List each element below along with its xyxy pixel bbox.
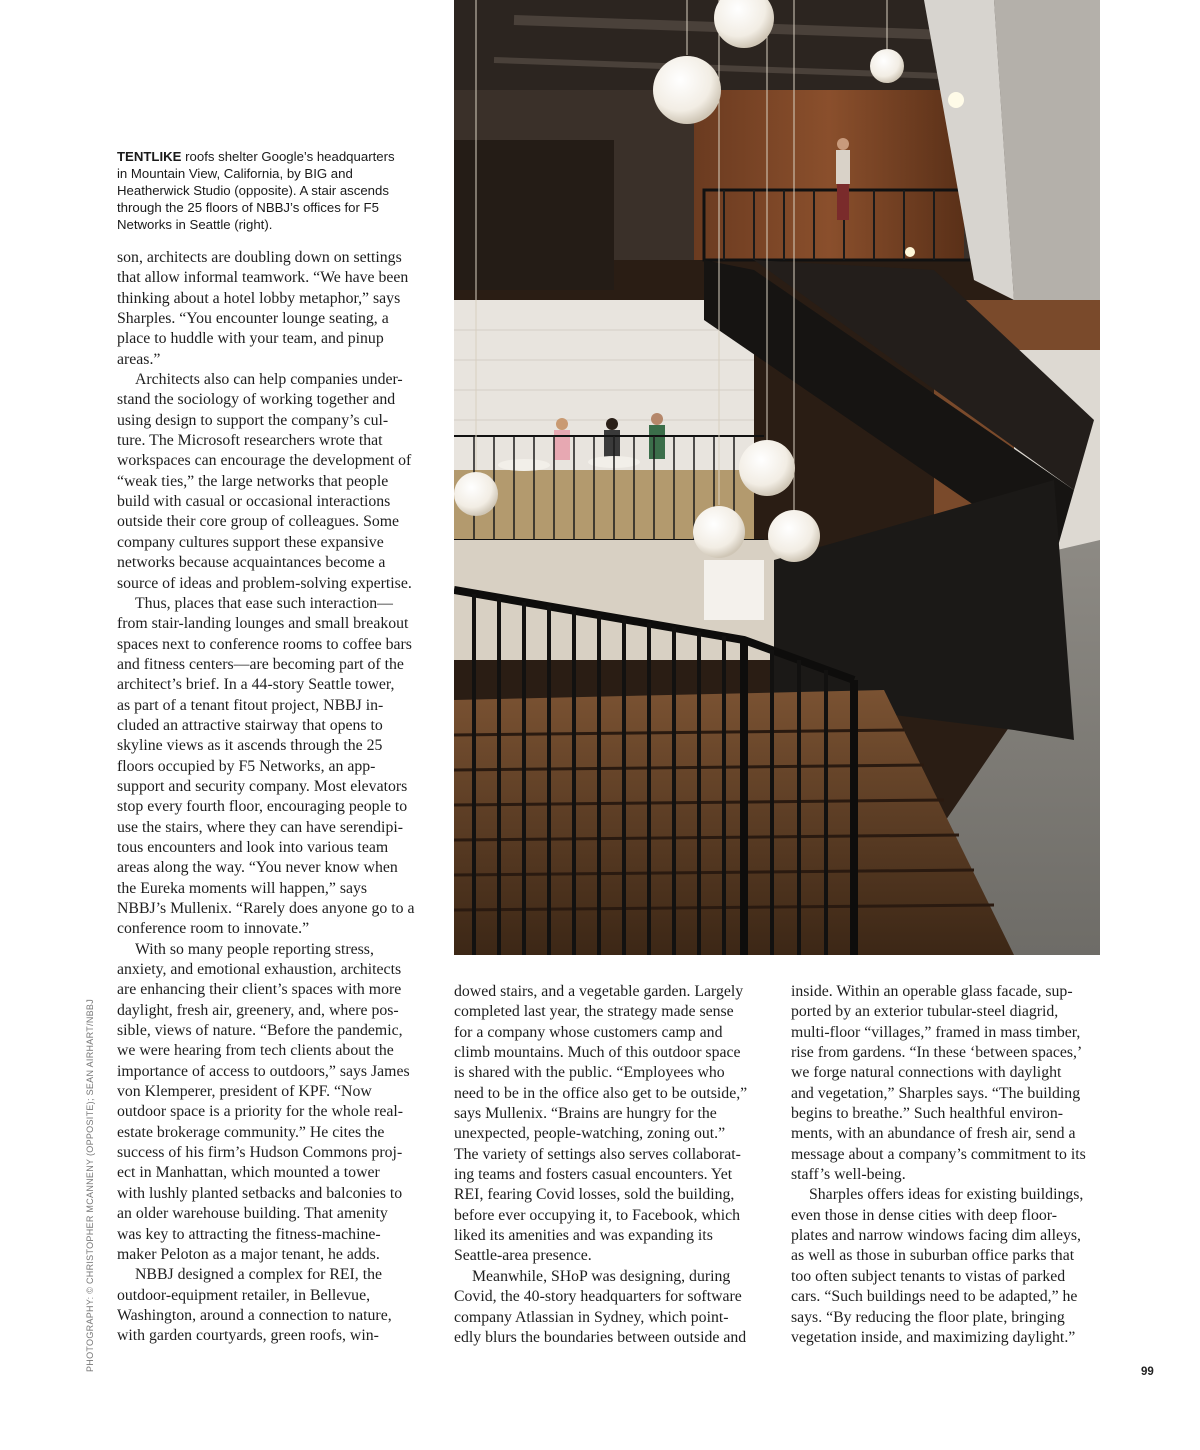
text-line: as part of a tenant fitout project, NBBJ in- — [117, 696, 384, 714]
text-line: company Atlassian in Sydney, which point- — [454, 1308, 729, 1326]
text-line: are enhancing their client’s spaces with more — [117, 981, 402, 999]
text-line: anxiety, and emotional exhaustion, architects — [117, 961, 402, 979]
photo-caption — [117, 148, 427, 233]
text-line: and fitness centers—are becoming part of the — [117, 655, 404, 673]
text-line: the Eureka moments will happen,” says — [117, 879, 368, 897]
text-line: was key to attracting the fitness-machine- — [117, 1225, 381, 1243]
text-line: using design to support the company’s cul- — [117, 411, 389, 429]
text-line: outdoor space is a priority for the whole real- — [117, 1103, 404, 1121]
text-line: REI, fearing Covid losses, sold the building, — [454, 1186, 735, 1204]
text-line: The variety of settings also serves collaborat- — [454, 1145, 741, 1163]
caption-line: roofs shelter Google’s headquarters — [181, 149, 395, 164]
text-line: ect in Manhattan, which mounted a tower — [117, 1164, 380, 1182]
text-line: success of his firm’s Hudson Commons proj- — [117, 1144, 403, 1162]
text-line: dowed stairs, and a vegetable garden. Largely — [454, 983, 744, 1000]
stairwell-photo — [454, 0, 1100, 955]
body-column-1 — [117, 248, 432, 1347]
text-line: we were hearing from tech clients about the — [117, 1042, 394, 1060]
text-line: that allow informal teamwork. “We have been — [117, 269, 409, 287]
text-line: maker Peloton as a major tenant, he adds. — [117, 1245, 380, 1263]
text-line: message about a company’s commitment to its — [791, 1145, 1086, 1163]
text-line: liked its amenities and was expanding its — [454, 1227, 713, 1245]
page-number: 99 — [1141, 1366, 1154, 1378]
text-line: company cultures support these expansive — [117, 533, 384, 551]
body-column-3 — [791, 982, 1106, 1348]
caption-line: Heatherwick Studio (opposite). A stair ascends — [117, 183, 389, 198]
text-line: With so many people reporting stress, — [135, 940, 374, 958]
text-line: source of ideas and problem-solving expertise. — [117, 574, 412, 592]
text-line: rise from gardens. “In these ‘between spaces,’ — [791, 1044, 1083, 1062]
text-line: support and security company. Most elevators — [117, 777, 408, 795]
text-line: daylight, fresh air, greenery, and, where pos- — [117, 1001, 399, 1019]
caption-line: in Mountain View, California, by BIG and — [117, 166, 353, 181]
text-line: Architects also can help companies under- — [135, 371, 403, 389]
text-line: cars. “Such buildings need to be adapted,” he — [791, 1288, 1078, 1306]
text-line: climb mountains. Much of this outdoor space — [454, 1044, 741, 1062]
text-line: architect’s brief. In a 44-story Seattle tower, — [117, 676, 395, 694]
text-line: stand the sociology of working together and — [117, 391, 396, 409]
text-line: cluded an attractive stairway that opens to — [117, 716, 383, 734]
caption-lead: TENTLIKE — [117, 149, 182, 164]
text-line: says. “By reducing the floor plate, bringing — [791, 1308, 1065, 1326]
text-line: plates and narrow windows facing dim alleys, — [791, 1227, 1081, 1245]
text-line: Covid, the 40-story headquarters for software — [454, 1288, 742, 1306]
text-line: son, architects are doubling down on settings — [117, 249, 402, 266]
text-line: areas.” — [117, 350, 161, 368]
text-line: Washington, around a connection to nature, — [117, 1306, 392, 1324]
text-line: begins to breathe.” Such healthful environ- — [791, 1105, 1063, 1123]
text-line: outside their core group of colleagues. Some — [117, 513, 400, 531]
text-line: says Mullenix. “Brains are hungry for the — [454, 1105, 717, 1123]
text-line: staff’s well-being. — [791, 1166, 906, 1184]
text-line: ported by an exterior tubular-steel diagrid, — [791, 1003, 1059, 1021]
text-line: inside. Within an operable glass facade, sup- — [791, 983, 1073, 1000]
text-line: and vegetation,” Sharples says. “The building — [791, 1084, 1081, 1102]
text-line: for a company whose customers camp and — [454, 1023, 723, 1041]
caption-line: Networks in Seattle (right). — [117, 217, 273, 232]
text-line: ments, with an abundance of fresh air, send a — [791, 1125, 1076, 1143]
text-line: tous encounters and look into various team — [117, 838, 389, 856]
text-line: with lushly planted setbacks and balconies to — [117, 1184, 403, 1202]
text-line: Sharples. “You encounter lounge seating, a — [117, 310, 389, 328]
text-line: estate brokerage community.” He cites the — [117, 1123, 385, 1141]
text-line: vegetation inside, and maximizing daylight.” — [791, 1328, 1076, 1346]
text-line: NBBJ designed a complex for REI, the — [135, 1266, 382, 1284]
text-line: with garden courtyards, green roofs, win- — [117, 1327, 379, 1345]
text-line: multi-floor “villages,” framed in mass timber, — [791, 1023, 1081, 1041]
text-line: importance of access to outdoors,” says James — [117, 1062, 410, 1080]
text-line: unexpected, people-watching, zoning out.” — [454, 1125, 726, 1143]
text-line: use the stairs, where they can have serendipi- — [117, 818, 403, 836]
text-line: we forge natural connections with daylight — [791, 1064, 1062, 1082]
text-line: stop every fourth floor, encouraging people to — [117, 798, 408, 816]
text-line: ture. The Microsoft researchers wrote that — [117, 432, 383, 450]
text-line: spaces next to conference rooms to coffee bars — [117, 635, 412, 653]
text-line: skyline views as it ascends through the 25 — [117, 737, 383, 755]
caption-line: through the 25 floors of NBBJ’s offices for F5 — [117, 200, 379, 215]
text-line: build with casual or occasional interactions — [117, 493, 391, 511]
text-line: Sharples offers ideas for existing buildings, — [809, 1186, 1084, 1204]
text-line: even those in dense cities with deep floor- — [791, 1206, 1057, 1224]
text-line: before ever occupying it, to Facebook, which — [454, 1206, 741, 1224]
text-line: NBBJ’s Mullenix. “Rarely does anyone go to a — [117, 900, 415, 917]
text-line: need to be in the office also get to be outside,” — [454, 1084, 748, 1102]
text-line: areas along the way. “You never know when — [117, 859, 398, 877]
text-line: thinking about a hotel lobby metaphor,” says — [117, 289, 401, 307]
text-line: Meanwhile, SHoP was designing, during — [472, 1267, 731, 1285]
text-line: floors occupied by F5 Networks, an app- — [117, 757, 376, 775]
text-line: place to huddle with your team, and pinup — [117, 330, 384, 348]
text-line: ing teams and fosters casual encounters. Yet — [454, 1166, 733, 1184]
text-line: networks because acquaintances become a — [117, 554, 386, 572]
text-line: workspaces can encourage the development of — [117, 452, 412, 470]
text-line: is shared with the public. “Employees who — [454, 1064, 725, 1082]
text-line: from stair-landing lounges and small breakout — [117, 615, 409, 633]
text-line: as well as those in suburban office parks that — [791, 1247, 1075, 1265]
text-line: edly blurs the boundaries between outside and — [454, 1328, 747, 1346]
text-line: an older warehouse building. That amenity — [117, 1205, 388, 1223]
text-line: outdoor-equipment retailer, in Bellevue, — [117, 1286, 371, 1304]
text-line: conference room to innovate.” — [117, 920, 310, 938]
photo-credit: PHOTOGRAPHY: © CHRISTOPHER MCANNENY (OPPOSITE); SEAN AIRHART/NBBJ — [85, 998, 95, 1372]
body-column-2 — [454, 982, 769, 1348]
text-line: Thus, places that ease such interaction— — [135, 594, 393, 612]
text-line: completed last year, the strategy made sense — [454, 1003, 734, 1021]
text-line: sible, views of nature. “Before the pandemic, — [117, 1022, 403, 1040]
text-line: Seattle-area presence. — [454, 1247, 592, 1265]
text-line: von Klemperer, president of KPF. “Now — [117, 1083, 372, 1101]
text-line: too often subject tenants to vistas of parked — [791, 1267, 1066, 1285]
text-line: “weak ties,” the large networks that people — [117, 472, 389, 490]
